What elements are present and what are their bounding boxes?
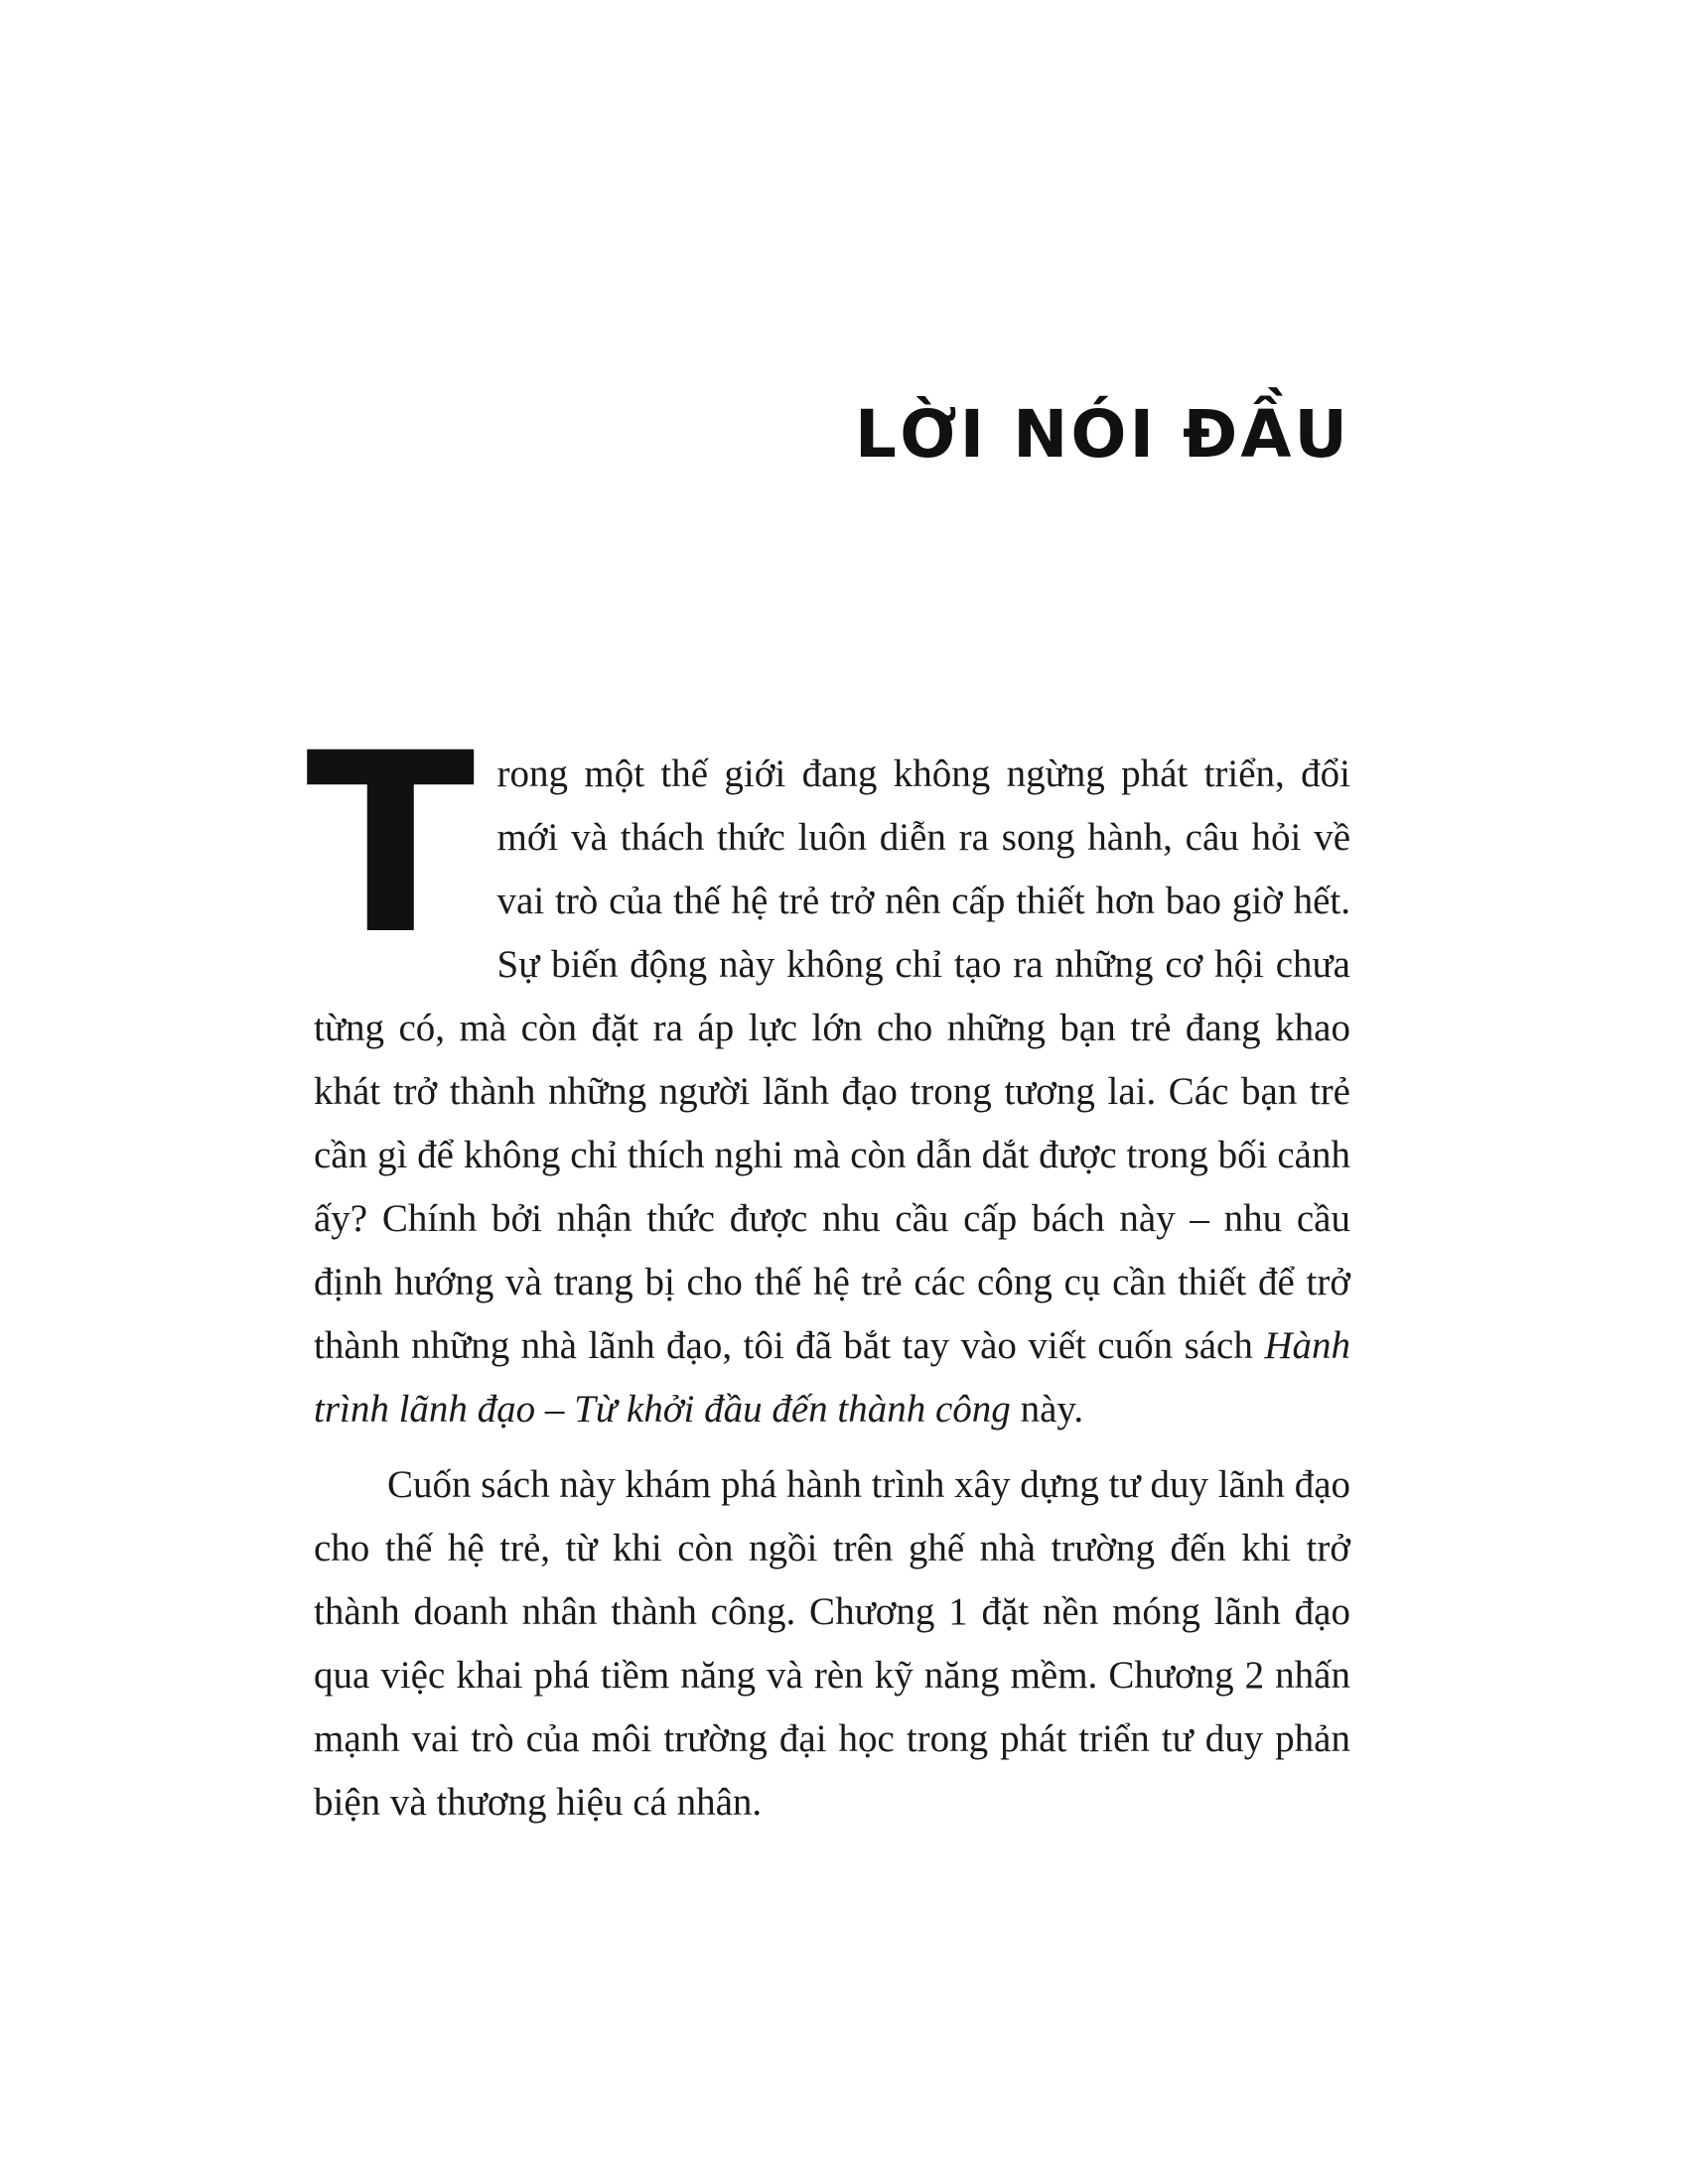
body-text: [306, 700, 1350, 1835]
paragraph-1: [306, 700, 1350, 1441]
book-title-italic: Hành trình lãnh đạo – Từ khởi đầu đến thành công: [314, 1324, 1350, 1431]
chapter-title: LỜI NÓI ĐẦU: [854, 396, 1350, 473]
paragraph-2: Cuốn sách này khám phá hành trình xây dựng tư duy lãnh đạo cho thế hệ trẻ, từ khi còn ngồi trên ghế nhà trường đến khi trở thành doanh nhân thành công. Chương 1 đặt nền móng lãnh đạo qua việc khai phá tiềm năng và rèn kỹ năng mềm. Chương 2 nhấn mạnh vai trò của môi trường đại học trong phát triển tư duy phản biện và thương hiệu cá nhân.: [314, 1463, 1350, 1824]
paragraph-1-lead: rong một thế giới đang không ngừng phát triển, đổi mới và thách thức luôn diễn ra song hành, câu hỏi về vai trò của thế hệ trẻ trở nên cấp thiết hơn bao giờ hết. Sự biến động này không chỉ tạo ra những cơ hội chưa từng có, mà còn đặt ra áp lực lớn cho những bạn trẻ đang khao khát trở thành những người lãnh đạo trong tương lai. Các bạn trẻ cần gì để không chỉ thích nghi mà còn dẫn dắt được trong bối cảnh ấy? Chính bởi nhận thức được nhu cầu cấp bách này – nhu cầu định hướng và trang bị cho thế hệ trẻ các công cụ cần thiết để trở thành những nhà lãnh đạo, tôi đã bắt tay vào viết cuốn sách: [314, 752, 1350, 1367]
paragraph-1-tail: này.: [1010, 1388, 1084, 1431]
drop-cap-letter: T: [306, 700, 476, 989]
